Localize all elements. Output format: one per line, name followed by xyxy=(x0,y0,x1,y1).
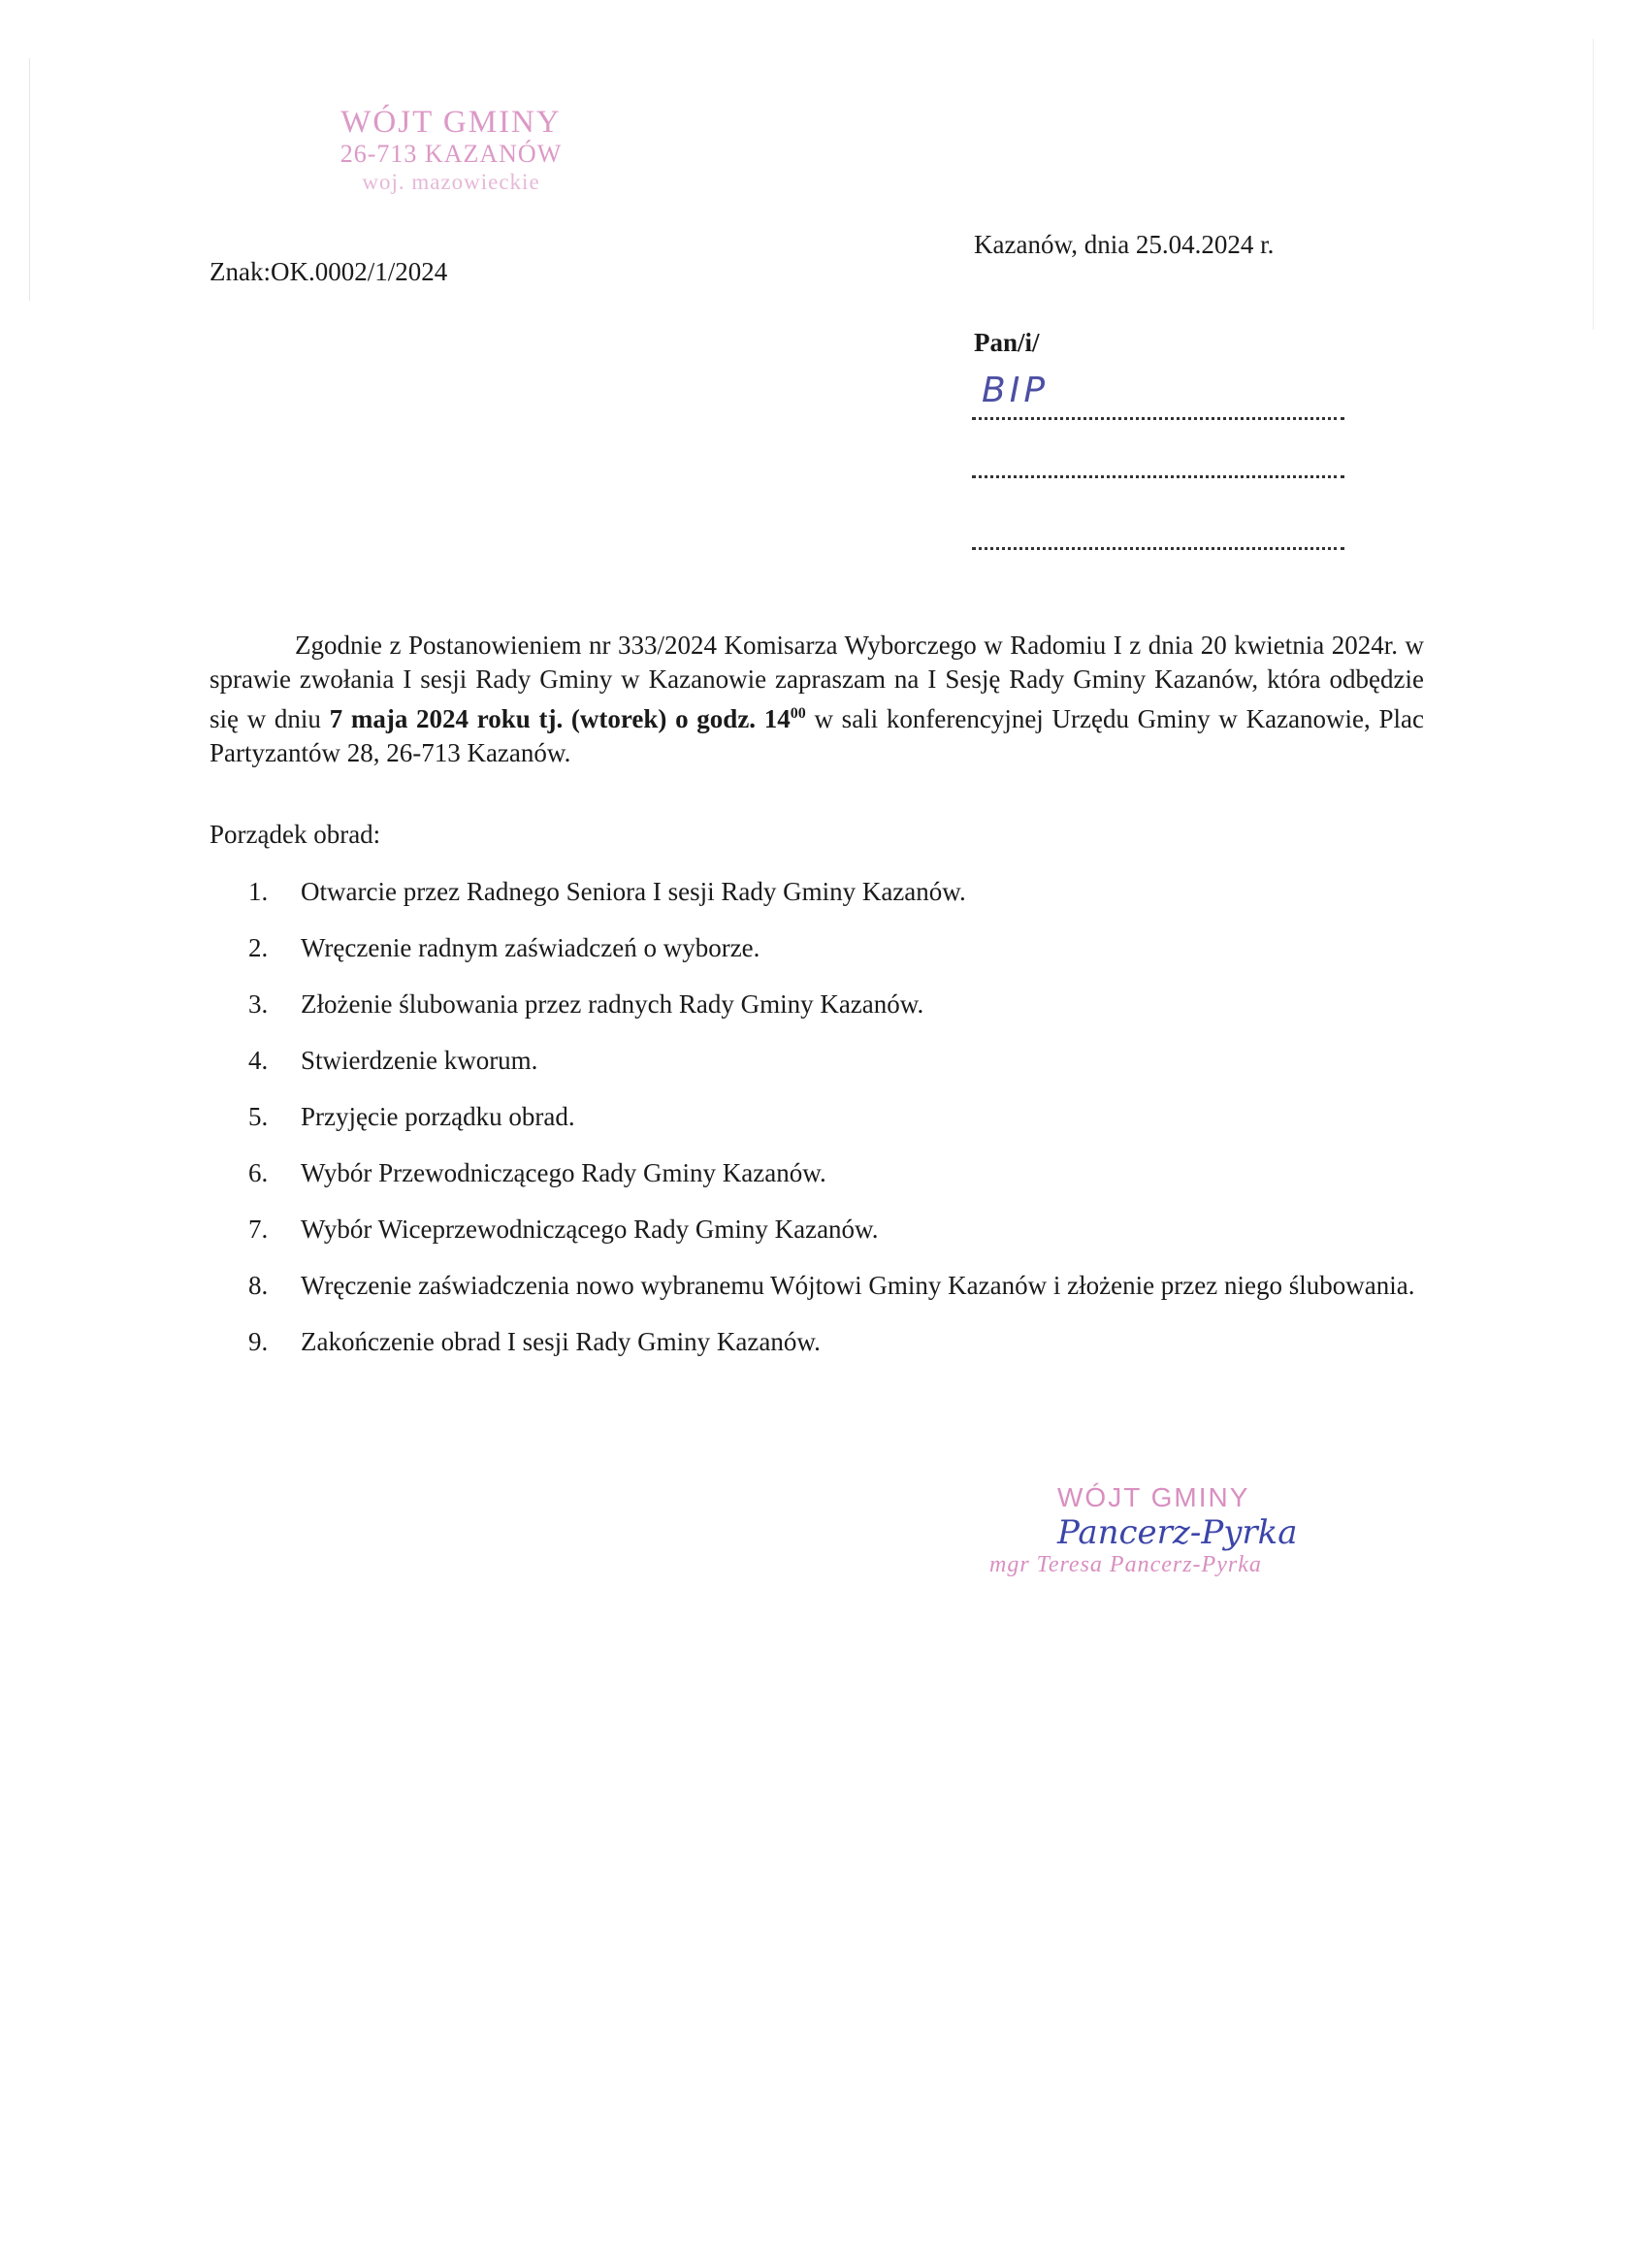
agenda-item-text: Otwarcie przez Radnego Seniora I sesji Rady Gminy Kazanów. xyxy=(301,877,966,906)
office-stamp xyxy=(291,105,611,196)
agenda-item xyxy=(242,1088,1436,1145)
signature-stamp-name: mgr Teresa Pancerz-Pyrka xyxy=(989,1552,1262,1577)
agenda-item xyxy=(242,976,1436,1032)
agenda-item xyxy=(242,863,1436,920)
agenda-item-number: 6. xyxy=(248,1158,269,1187)
date-line: Kazanów, dnia 25.04.2024 r. xyxy=(974,230,1275,259)
agenda-item xyxy=(242,920,1436,976)
agenda-item-number: 2. xyxy=(248,933,269,962)
address-line-1 xyxy=(972,415,1344,420)
handwritten-signature: Pancerz-Pyrka xyxy=(1057,1513,1298,1552)
agenda-item-number: 7. xyxy=(248,1215,269,1244)
agenda-item xyxy=(242,1201,1436,1257)
agenda-item-text: Przyjęcie porządku obrad. xyxy=(301,1102,575,1131)
scan-margin-line xyxy=(1593,39,1594,330)
stamp-line-1: WÓJT GMINY xyxy=(340,105,562,140)
body-text-2: w sali konferencyjnej Urzędu Gminy w Kazanowie, Plac Partyzantów 28, 26-713 Kazanów. xyxy=(210,704,1424,767)
addressee-label: Pan/i/ xyxy=(974,328,1040,357)
stamp-line-2: 26-713 KAZANÓW xyxy=(340,140,563,168)
agenda-item-text: Zakończenie obrad I sesji Rady Gminy Kazanów. xyxy=(301,1327,821,1356)
address-line-3 xyxy=(972,545,1344,550)
agenda-item-number: 9. xyxy=(248,1327,269,1356)
agenda-item-number: 5. xyxy=(248,1102,269,1131)
body-paragraph xyxy=(210,629,1424,770)
body-date-bold: 7 maja 2024 roku tj. (wtorek) o godz. 14 xyxy=(329,704,791,733)
agenda-item xyxy=(242,1257,1436,1313)
agenda-item-number: 1. xyxy=(248,877,269,906)
address-line-2 xyxy=(972,473,1344,478)
reference-number: Znak:OK.0002/1/2024 xyxy=(210,257,448,286)
agenda-list xyxy=(242,863,1436,1370)
agenda-item-number: 3. xyxy=(248,989,269,1019)
scan-margin-line xyxy=(29,58,30,301)
agenda-item xyxy=(242,1313,1436,1370)
agenda-item xyxy=(242,1032,1436,1088)
stamp-line-3: woj. mazowieckie xyxy=(362,170,540,194)
agenda-item-number: 8. xyxy=(248,1271,269,1300)
agenda-item-text: Wybór Wiceprzewodniczącego Rady Gminy Kazanów. xyxy=(301,1215,879,1244)
agenda-item xyxy=(242,1145,1436,1201)
addressee-handwritten: BIP xyxy=(982,371,1050,410)
agenda-item-text: Wręczenie radnym zaświadczeń o wyborze. xyxy=(301,933,760,962)
agenda-item-text: Wybór Przewodniczącego Rady Gminy Kazanów. xyxy=(301,1158,826,1187)
agenda-item-text: Złożenie ślubowania przez radnych Rady Gminy Kazanów. xyxy=(301,989,924,1019)
agenda-item-text: Wręczenie zaświadczenia nowo wybranemu Wójtowi Gminy Kazanów i złożenie przez niego ślubowania. xyxy=(301,1271,1415,1300)
signature-block xyxy=(989,1482,1377,1578)
agenda-item-text: Stwierdzenie kworum. xyxy=(301,1046,538,1075)
agenda-item-number: 4. xyxy=(248,1046,269,1075)
body-time-sup: 00 xyxy=(790,705,806,722)
body-text-1: Zgodnie z Postanowieniem nr 333/2024 Komisarza Wyborczego w Radomiu I z dnia 20 kwietnia 2024r. w sprawie zwołania I sesji Rady Gminy w Kazanowie zapraszam na I Sesję Rady Gminy Kazanów, która odbędzie się w dniu xyxy=(210,631,1424,733)
agenda-title: Porządek obrad: xyxy=(210,820,381,849)
signature-stamp-title: WÓJT GMINY xyxy=(1057,1482,1250,1512)
